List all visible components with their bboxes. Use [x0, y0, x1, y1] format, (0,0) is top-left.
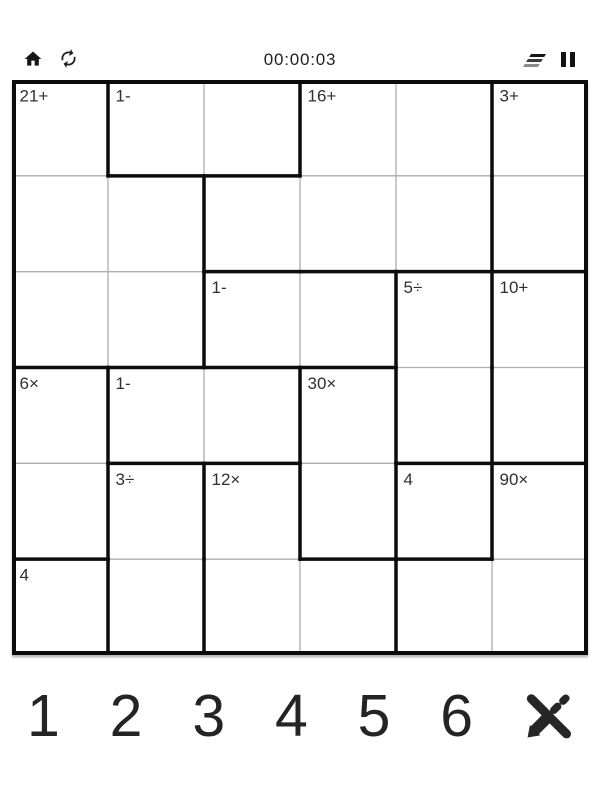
- cage-label: 4: [19, 565, 29, 585]
- grid-cell[interactable]: [300, 176, 396, 272]
- cage-label: 1-: [115, 86, 131, 106]
- grid-cell[interactable]: [12, 176, 108, 272]
- grid-cell[interactable]: [492, 368, 588, 464]
- numkey-1[interactable]: 1: [27, 682, 60, 749]
- cage-label: 30×: [307, 374, 337, 393]
- puzzle-grid[interactable]: [12, 80, 588, 655]
- cage-label: 90×: [499, 469, 529, 489]
- cage-label: 3+: [499, 86, 519, 106]
- cage-label: 21+: [19, 86, 49, 106]
- grid-cell[interactable]: [204, 80, 300, 176]
- cage-label: 5÷: [403, 278, 423, 298]
- grid-cell[interactable]: [204, 368, 300, 464]
- grid-cell[interactable]: [108, 559, 204, 655]
- cage-label: 4: [403, 469, 413, 489]
- grid-cell[interactable]: [492, 559, 588, 655]
- top-toolbar: [0, 44, 600, 80]
- cage-label: 1-: [211, 278, 227, 298]
- grid-cell[interactable]: [108, 176, 204, 272]
- grid-cell[interactable]: [300, 559, 396, 655]
- number-keypad: [0, 676, 600, 756]
- grid-cell[interactable]: [300, 463, 396, 559]
- grid-cell[interactable]: [396, 559, 492, 655]
- grid-cell[interactable]: [300, 272, 396, 368]
- numkey-6[interactable]: 6: [440, 682, 474, 749]
- grid-cell[interactable]: [396, 176, 492, 272]
- grid-cell[interactable]: [12, 463, 108, 559]
- grid-cell[interactable]: [12, 272, 108, 368]
- grid-cell[interactable]: [108, 272, 204, 368]
- grid-cell[interactable]: [396, 368, 492, 464]
- grid-cell[interactable]: [396, 80, 492, 176]
- cage-label: 12×: [211, 469, 241, 489]
- cage-label: 16+: [307, 86, 337, 106]
- numkey-2[interactable]: 2: [109, 682, 143, 749]
- cage-label: 3÷: [115, 469, 135, 489]
- grid-cell[interactable]: [204, 559, 300, 655]
- numkey-5[interactable]: 5: [357, 682, 391, 749]
- cage-label: 6×: [19, 374, 39, 393]
- pause-icon[interactable]: [559, 50, 577, 68]
- cage-label: 10+: [499, 278, 529, 298]
- grid-cell[interactable]: [204, 176, 300, 272]
- numkey-3[interactable]: 3: [192, 682, 226, 749]
- grid-cell[interactable]: [492, 176, 588, 272]
- timer-display: 00:00:03: [263, 50, 337, 69]
- cage-label: 1-: [115, 374, 131, 393]
- pencil-cross-icon[interactable]: [523, 691, 573, 741]
- numkey-4[interactable]: 4: [274, 682, 308, 749]
